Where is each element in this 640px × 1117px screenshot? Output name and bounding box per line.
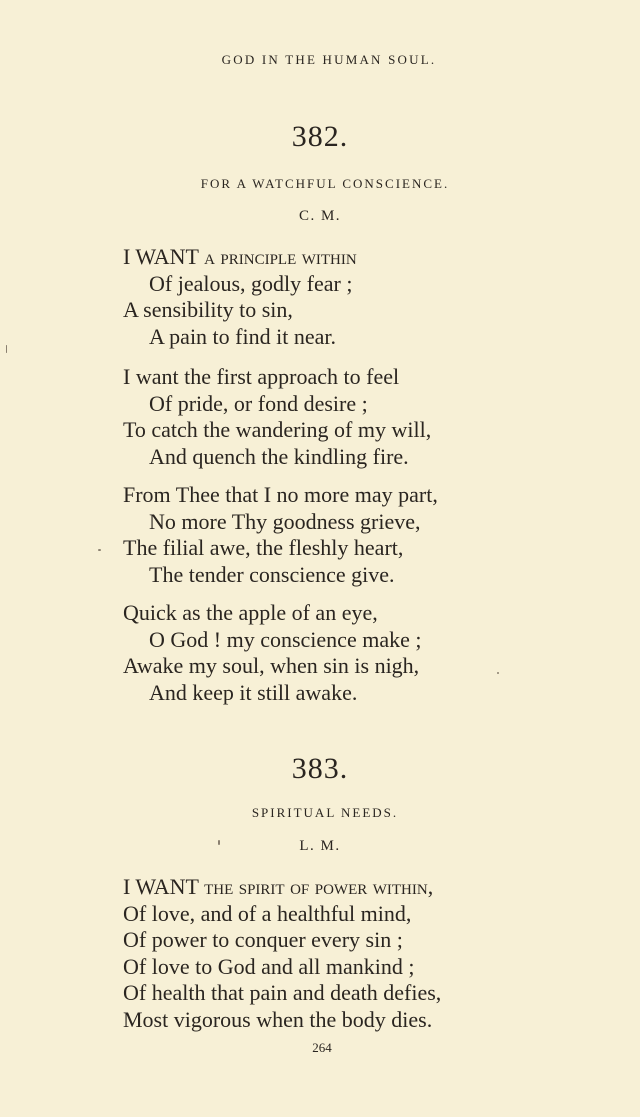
hymn-number: 382.: [291, 120, 349, 153]
hymn-meter: C. M.: [298, 208, 342, 224]
verse-line: O God ! my conscience make ;: [149, 626, 422, 652]
verse-line: A sensibility to sin,: [123, 297, 293, 322]
stanza: [123, 600, 421, 706]
paper-speck: [218, 840, 220, 845]
verse-line: [123, 874, 441, 901]
verse-line: Of pride, or fond desire ;: [149, 390, 368, 416]
verse-line: And keep it still awake.: [149, 679, 358, 705]
hymn-title: FOR A WATCHFUL CONSCIENCE.: [200, 176, 450, 191]
verse-line: The filial awe, the fleshly heart,: [123, 535, 404, 560]
verse-line: Of jealous, godly fear ;: [149, 270, 353, 296]
verse-line-text: I WANT the spirit of power within,: [123, 874, 434, 899]
page-number: 264: [312, 1040, 332, 1055]
stanza: [123, 482, 438, 588]
verse-line: I want the first approach to feel: [123, 364, 400, 389]
verse-line: Quick as the apple of an eye,: [123, 600, 378, 625]
verse-line: Awake my soul, when sin is nigh,: [123, 653, 420, 678]
verse-line: Most vigorous when the body dies.: [123, 1006, 433, 1032]
verse-line: From Thee that I no more may part,: [123, 482, 438, 507]
paper-speck: [6, 345, 7, 353]
verse-line: Of power to conquer every sin ;: [123, 927, 403, 952]
verse-line: And quench the kindling fire.: [149, 443, 409, 469]
stanza: [123, 874, 441, 1033]
verse-line: The tender conscience give.: [149, 561, 395, 587]
hymn-meter: L. M.: [299, 838, 341, 854]
paper-speck: [497, 672, 499, 674]
verse-line: Of love, and of a healthful mind,: [123, 900, 412, 926]
verse-line-text: I WANT a principle within: [123, 244, 357, 269]
verse-line: A pain to find it near.: [149, 323, 336, 349]
verse-line: [123, 244, 357, 271]
hymn-title: SPIRITUAL NEEDS.: [251, 805, 399, 820]
hymn-number: 383.: [291, 752, 349, 785]
running-head: GOD IN THE HUMAN SOUL.: [221, 52, 437, 67]
verse-line: No more Thy goodness grieve,: [149, 508, 421, 534]
verse-line: To catch the wandering of my will,: [123, 417, 432, 442]
paper-speck: [98, 549, 101, 551]
verse-line: Of love to God and all mankind ;: [123, 953, 415, 979]
verse-line: Of health that pain and death defies,: [123, 980, 442, 1005]
stanza: [123, 364, 431, 470]
stanza: [123, 244, 357, 350]
